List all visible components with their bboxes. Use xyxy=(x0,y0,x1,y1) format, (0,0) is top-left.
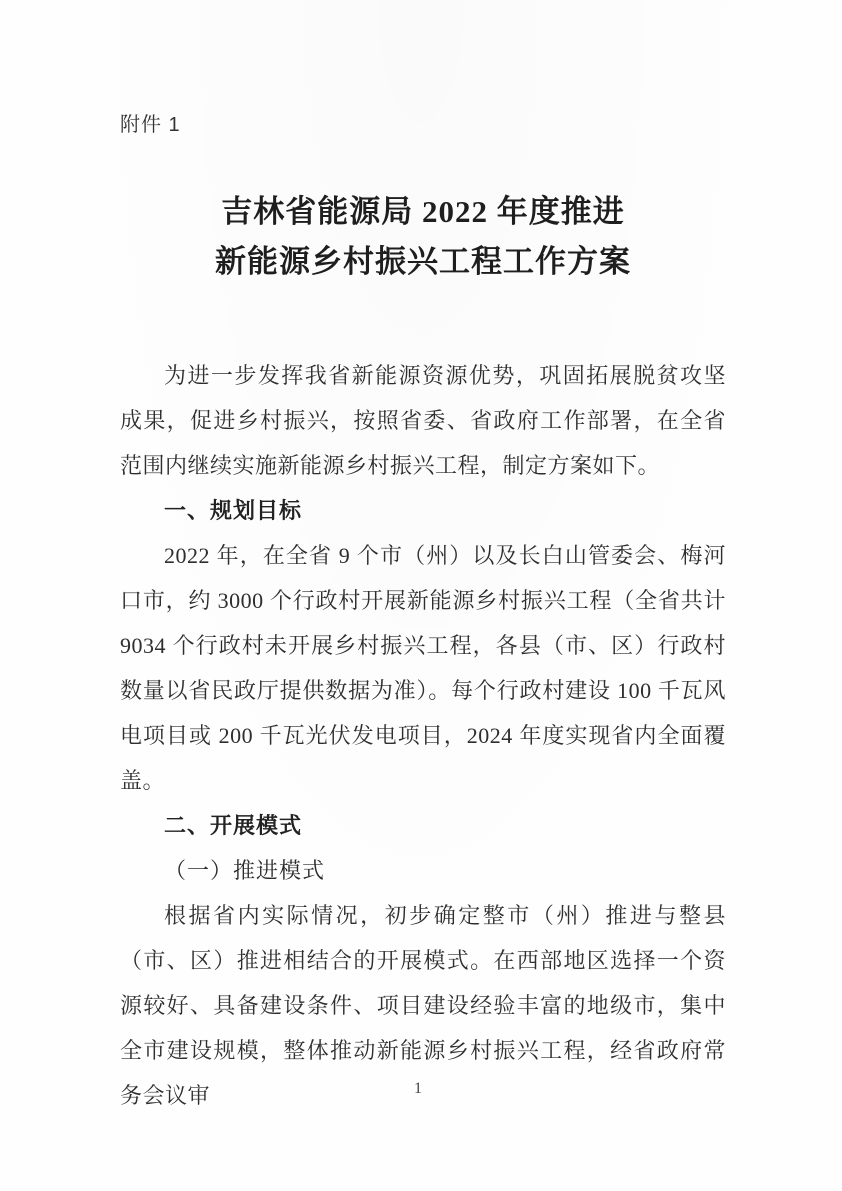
section-2-paragraph: 根据省内实际情况，初步确定整市（州）推进与整县（市、区）推进相结合的开展模式。在西部地区选择一个资源较好、具备建设条件、项目建设经验丰富的地级市，集中全市建设规模，整体推动新能源乡村振兴工程，经省政府常务会议审 xyxy=(120,903,726,1108)
section-1-heading: 一、规划目标 xyxy=(164,498,303,523)
document-title-line-1: 吉林省能源局 2022 年度推进 xyxy=(221,194,625,229)
section-2-heading: 二、开展模式 xyxy=(164,813,303,838)
section-1-paragraph: 2022 年，在全省 9 个市（州）以及长白山管委会、梅河口市，约 3000 个行政村开展新能源乡村振兴工程（全省共计 9034 个行政村未开展乡村振兴工程，各县（市、区）行政村数量以省民政厅提供数据为准）。每个行政村建设 100 千瓦风电项目或 200 千瓦光伏发电项目，2024 年度实现省内全面覆盖。 xyxy=(120,543,726,793)
intro-paragraph: 为进一步发挥我省新能源资源优势，巩固拓展脱贫攻坚成果，促进乡村振兴，按照省委、省政府工作部署，在全省范围内继续实施新能源乡村振兴工程，制定方案如下。 xyxy=(120,363,726,478)
document-title-line-2: 新能源乡村振兴工程工作方案 xyxy=(215,244,631,279)
document-title xyxy=(120,187,726,287)
section-2-subheading: （一）推进模式 xyxy=(164,858,326,883)
document-content xyxy=(120,0,726,1118)
attachment-label: 附件 1 xyxy=(120,114,181,136)
document-body xyxy=(120,353,726,1118)
page-number: 1 xyxy=(414,1080,422,1097)
